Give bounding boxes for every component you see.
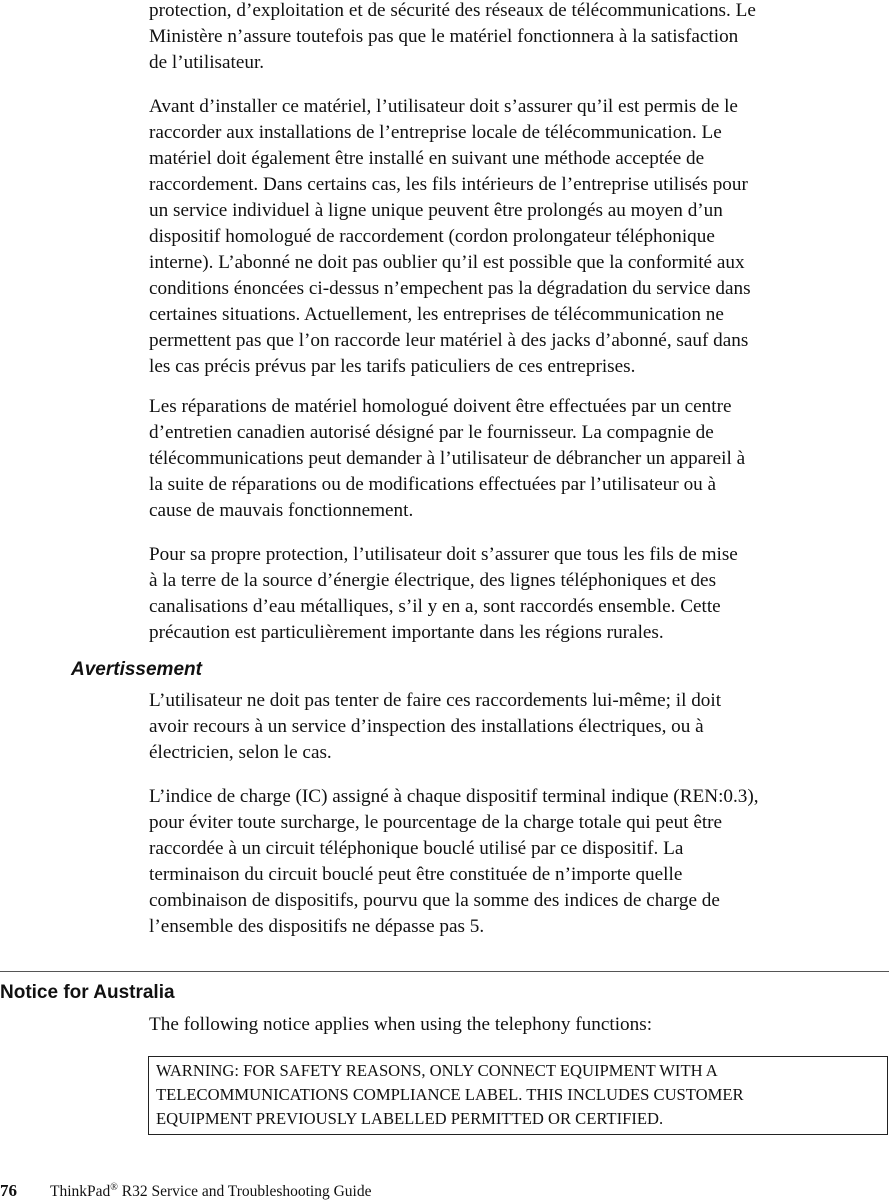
footer-guide-title: R32 Service and Troubleshooting Guide	[117, 1183, 372, 1200]
page-footer	[0, 1180, 371, 1203]
page-number: 76	[0, 1181, 17, 1200]
paragraph-repairs: Les réparations de matériel homologué doivent être effectuées par un centre d’entretien canadien autorisé désigné par le fournisseur. La compagnie de télécommunications peut demander à l’utilisateur de débrancher un appareil à la suite de réparations ou de modifications effectuées par l’utilisateur ou à cause de mauvais fonctionnement.	[149, 396, 746, 521]
australia-section-heading: Notice for Australia	[0, 982, 175, 1003]
paragraph-grounding: Pour sa propre protection, l’utilisateur doit s’assurer que tous les fils de mise à la terre de la source d’énergie électrique, des lignes téléphoniques et des canalisations d’eau métalliques, s’il y en a, sont raccordés ensemble. Cette précaution est particulièrement importante dans les régions rurales.	[149, 544, 738, 643]
footer-brand: ThinkPad	[50, 1183, 111, 1200]
paragraph-load-index: L’indice de charge (IC) assigné à chaque dispositif terminal indique (REN:0.3), pour éviter toute surcharge, le pourcentage de la charge totale qui peut être raccordée à un circuit téléphonique bouclé utilisé par ce dispositif. La terminaison du circuit bouclé peut être constituée de n’importe quelle combinaison de dispositifs, pourvu que la somme des indices de charge de l’ensemble des dispositifs ne dépasse pas 5.	[149, 786, 759, 937]
paragraph-avertissement-connections: L’utilisateur ne doit pas tenter de faire ces raccordements lui-même; il doit avoir recours à un service d’inspection des installations électriques, ou à électricien, selon le cas.	[149, 690, 722, 763]
trademark-symbol: ®	[110, 1181, 118, 1193]
australia-intro-text: The following notice applies when using the telephony functions:	[149, 1014, 653, 1035]
paragraph-installation: Avant d’installer ce matériel, l’utilisateur doit s’assurer qu’il est permis de le raccorder aux installations de l’entreprise locale de télécommunication. Le matériel doit également être installé en suivant une méthode acceptée de raccordement. Dans certains cas, les fils intérieurs de l’entreprise utilisés pour un service individuel à ligne unique peuvent être prolongés au moyen d’un dispositif homologué de raccordement (cordon prolongateur téléphonique interne). L’abonné ne doit pas oublier qu’il est possible que la conformité aux conditions énoncées ci-dessus n’empechent pas la dégradation du service dans certaines situations. Actuellement, les entreprises de télécommunication ne permettent pas que l’on raccorde leur matériel à des jacks d’abonné, sauf dans les cas précis prévus par les tarifs paticuliers de ces entreprises.	[149, 96, 751, 377]
paragraph-network-protection: protection, d’exploitation et de sécurité des réseaux de télécommunications. Le Ministère n’assure toutefois pas que le matériel fonctionnera à la satisfaction de l’utilisateur.	[149, 0, 756, 73]
australia-warning-box: WARNING: FOR SAFETY REASONS, ONLY CONNECT EQUIPMENT WITH A TELECOMMUNICATIONS COMPLIANCE LABEL. THIS INCLUDES CUSTOMER EQUIPMENT PREVIOUSLY LABELLED PERMITTED OR CERTIFIED.	[148, 1056, 888, 1135]
section-divider	[0, 971, 889, 972]
avertissement-heading: Avertissement	[71, 659, 202, 680]
